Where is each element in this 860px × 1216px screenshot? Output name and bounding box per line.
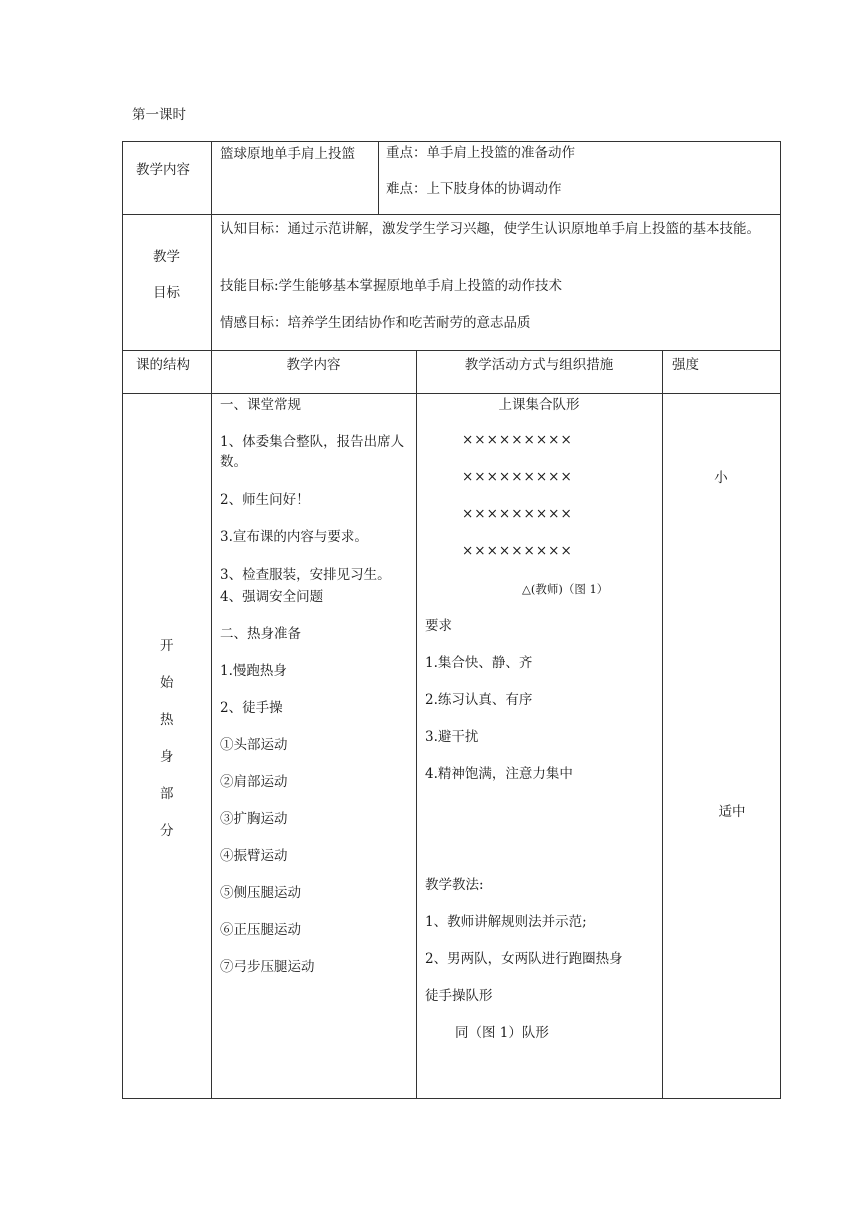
requirement-item: 1.集合快、静、齐	[425, 655, 533, 671]
skill-objective: 技能目标:学生能够基本掌握原地单手肩上投篮的动作技术	[220, 278, 563, 294]
content-item: 1.慢跑热身	[220, 663, 287, 679]
formation-title: 上课集合队形	[498, 397, 580, 413]
content-item: 一、课堂常规	[220, 397, 301, 413]
method-item: 同（图 1）队形	[455, 1025, 549, 1041]
header-content: 教学内容	[286, 357, 341, 373]
formation-row: ×××××××××	[462, 543, 573, 559]
section-name-char: 开	[160, 638, 174, 654]
table-col-divider	[662, 350, 663, 1099]
section-name-char: 身	[160, 749, 174, 765]
header-activity: 教学活动方式与组织措施	[464, 357, 614, 373]
requirements-heading: 要求	[425, 618, 452, 634]
key-point: 重点：单手肩上投篮的准备动作	[386, 145, 575, 161]
method-item: 2、男两队，女两队进行跑圈热身	[425, 951, 623, 967]
table-row-divider	[122, 350, 781, 351]
formation-row: ×××××××××	[462, 469, 573, 485]
content-item: ①头部运动	[220, 737, 288, 753]
requirement-item: 3.避干扰	[425, 729, 479, 745]
header-structure: 课的结构	[136, 357, 190, 373]
emotion-objective: 情感目标：培养学生团结协作和吃苦耐劳的意志品质	[220, 315, 531, 331]
row-label-objectives-line1: 教学	[153, 249, 180, 265]
content-item: 3.宣布课的内容与要求。	[220, 529, 368, 545]
content-item: ⑦弓步压腿运动	[220, 959, 315, 975]
table-border-right	[780, 141, 781, 1099]
intensity-medium: 适中	[718, 804, 746, 820]
content-item: ⑥正压腿运动	[220, 922, 301, 938]
table-col-divider	[378, 141, 379, 214]
section-name-char: 始	[160, 675, 174, 691]
lesson-topic: 篮球原地单手肩上投篮	[220, 146, 355, 162]
methods-heading: 教学教法:	[425, 877, 484, 893]
table-border-bottom	[122, 1098, 781, 1099]
content-item: 3、检查服装，安排见习生。	[220, 567, 391, 583]
content-item: 2、师生问好！	[220, 492, 310, 508]
content-item: ④振臂运动	[220, 848, 288, 864]
content-item: ②肩部运动	[220, 774, 288, 790]
table-row-divider	[122, 393, 781, 394]
table-col-divider	[416, 350, 417, 1099]
method-item: 1、教师讲解规则法并示范;	[425, 914, 587, 930]
content-item: 2、徒手操	[220, 700, 283, 716]
cognitive-objective: 认知目标：通过示范讲解，激发学生学习兴趣，使学生认识原地单手肩上投篮的基本技能。	[220, 221, 760, 237]
content-item: 4、强调安全问题	[220, 589, 324, 605]
method-item: 徒手操队形	[425, 988, 493, 1004]
content-item: ③扩胸运动	[220, 811, 288, 827]
table-row-divider	[122, 214, 781, 215]
intensity-small: 小	[714, 470, 728, 486]
row-label-teaching-content: 教学内容	[136, 162, 190, 178]
section-name-char: 部	[160, 786, 174, 802]
formation-row: ×××××××××	[462, 506, 573, 522]
difficulty-point: 难点：上下肢身体的协调动作	[386, 181, 562, 197]
table-col-divider	[211, 141, 212, 1099]
section-name-char: 热	[160, 712, 174, 728]
row-label-objectives-line2: 目标	[153, 285, 180, 301]
header-intensity: 强度	[672, 357, 699, 373]
section-name-char: 分	[160, 823, 174, 839]
formation-row: ×××××××××	[462, 432, 573, 448]
table-border-top	[122, 141, 781, 142]
requirement-item: 2.练习认真、有序	[425, 692, 533, 708]
content-item: 1、体委集合整队，报告出席人数。	[220, 434, 405, 470]
requirement-item: 4.精神饱满，注意力集中	[425, 766, 573, 782]
content-item: ⑤侧压腿运动	[220, 885, 301, 901]
lesson-title: 第一课时	[132, 107, 186, 123]
formation-caption: △(教师)（图 1）	[522, 582, 609, 596]
content-item: 二、热身准备	[220, 626, 301, 642]
